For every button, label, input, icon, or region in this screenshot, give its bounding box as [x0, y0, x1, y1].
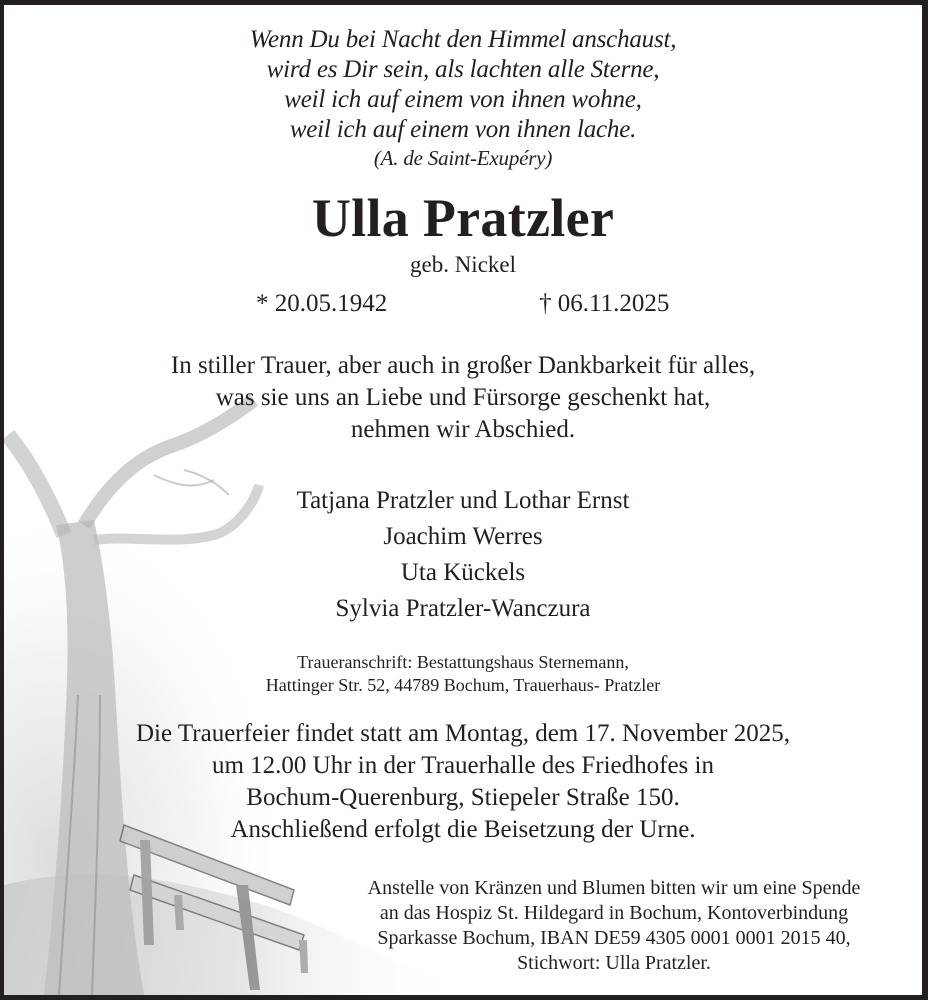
mourner-name: Sylvia Pratzler-Wanczura — [335, 595, 591, 622]
mourner-name: Joachim Werres — [383, 523, 543, 550]
ceremony-line: um 12.00 Uhr in der Trauerhalle des Friedhofes in — [211, 752, 714, 779]
ceremony-line: Bochum-Querenburg, Stiepeler Straße 150. — [246, 784, 680, 811]
donation-line: Anstelle von Kränzen und Blumen bitten wir um eine Spende — [367, 877, 861, 899]
donation-request — [309, 876, 919, 976]
donation-line: Stichwort: Ulla Pratzler. — [517, 952, 711, 974]
obituary-notice — [4, 5, 922, 995]
ceremony-line: Anschließend erfolgt die Beisetzung der Urne. — [230, 816, 696, 843]
poem-attribution: (A. de Saint-Exupéry) — [373, 146, 553, 170]
farewell-line: nehmen wir Abschied. — [350, 416, 576, 443]
ceremony-info — [4, 718, 922, 846]
address-line: Traueranschrift: Bestattungshaus Sternemann, — [297, 652, 629, 672]
farewell-line: was sie uns an Liebe und Fürsorge geschenkt hat, — [215, 384, 711, 411]
donation-line: an das Hospiz St. Hildegard in Bochum, Kontoverbindung — [379, 902, 849, 924]
death-date: † 06.11.2025 — [539, 290, 670, 317]
birth-date: * 20.05.1942 — [256, 290, 388, 317]
mourner-name: Uta Kückels — [400, 559, 526, 586]
ceremony-line: Die Trauerfeier findet statt am Montag, dem 17. November 2025, — [135, 720, 791, 747]
address-line: Hattinger Str. 52, 44789 Bochum, Trauerhaus- Pratzler — [265, 675, 661, 695]
donation-line: Sparkasse Bochum, IBAN DE59 4305 0001 0001 2015 40, — [377, 927, 851, 949]
farewell-text — [4, 350, 922, 446]
poem-line: wird es Dir sein, als lachten alle Sterne, — [266, 56, 660, 83]
mourners-list — [4, 483, 922, 627]
poem — [4, 25, 922, 172]
mourning-address — [4, 651, 922, 697]
mourner-name: Tatjana Pratzler und Lothar Ernst — [296, 487, 630, 514]
birth-name: geb. Nickel — [409, 252, 516, 277]
poem-line: Wenn Du bei Nacht den Himmel anschaust, — [249, 26, 677, 53]
farewell-line: In stiller Trauer, aber auch in großer Dankbarkeit für alles, — [170, 352, 756, 379]
deceased-name: Ulla Pratzler — [311, 188, 615, 248]
poem-line: weil ich auf einem von ihnen lache. — [289, 116, 637, 143]
poem-line: weil ich auf einem von ihnen wohne, — [284, 86, 642, 113]
